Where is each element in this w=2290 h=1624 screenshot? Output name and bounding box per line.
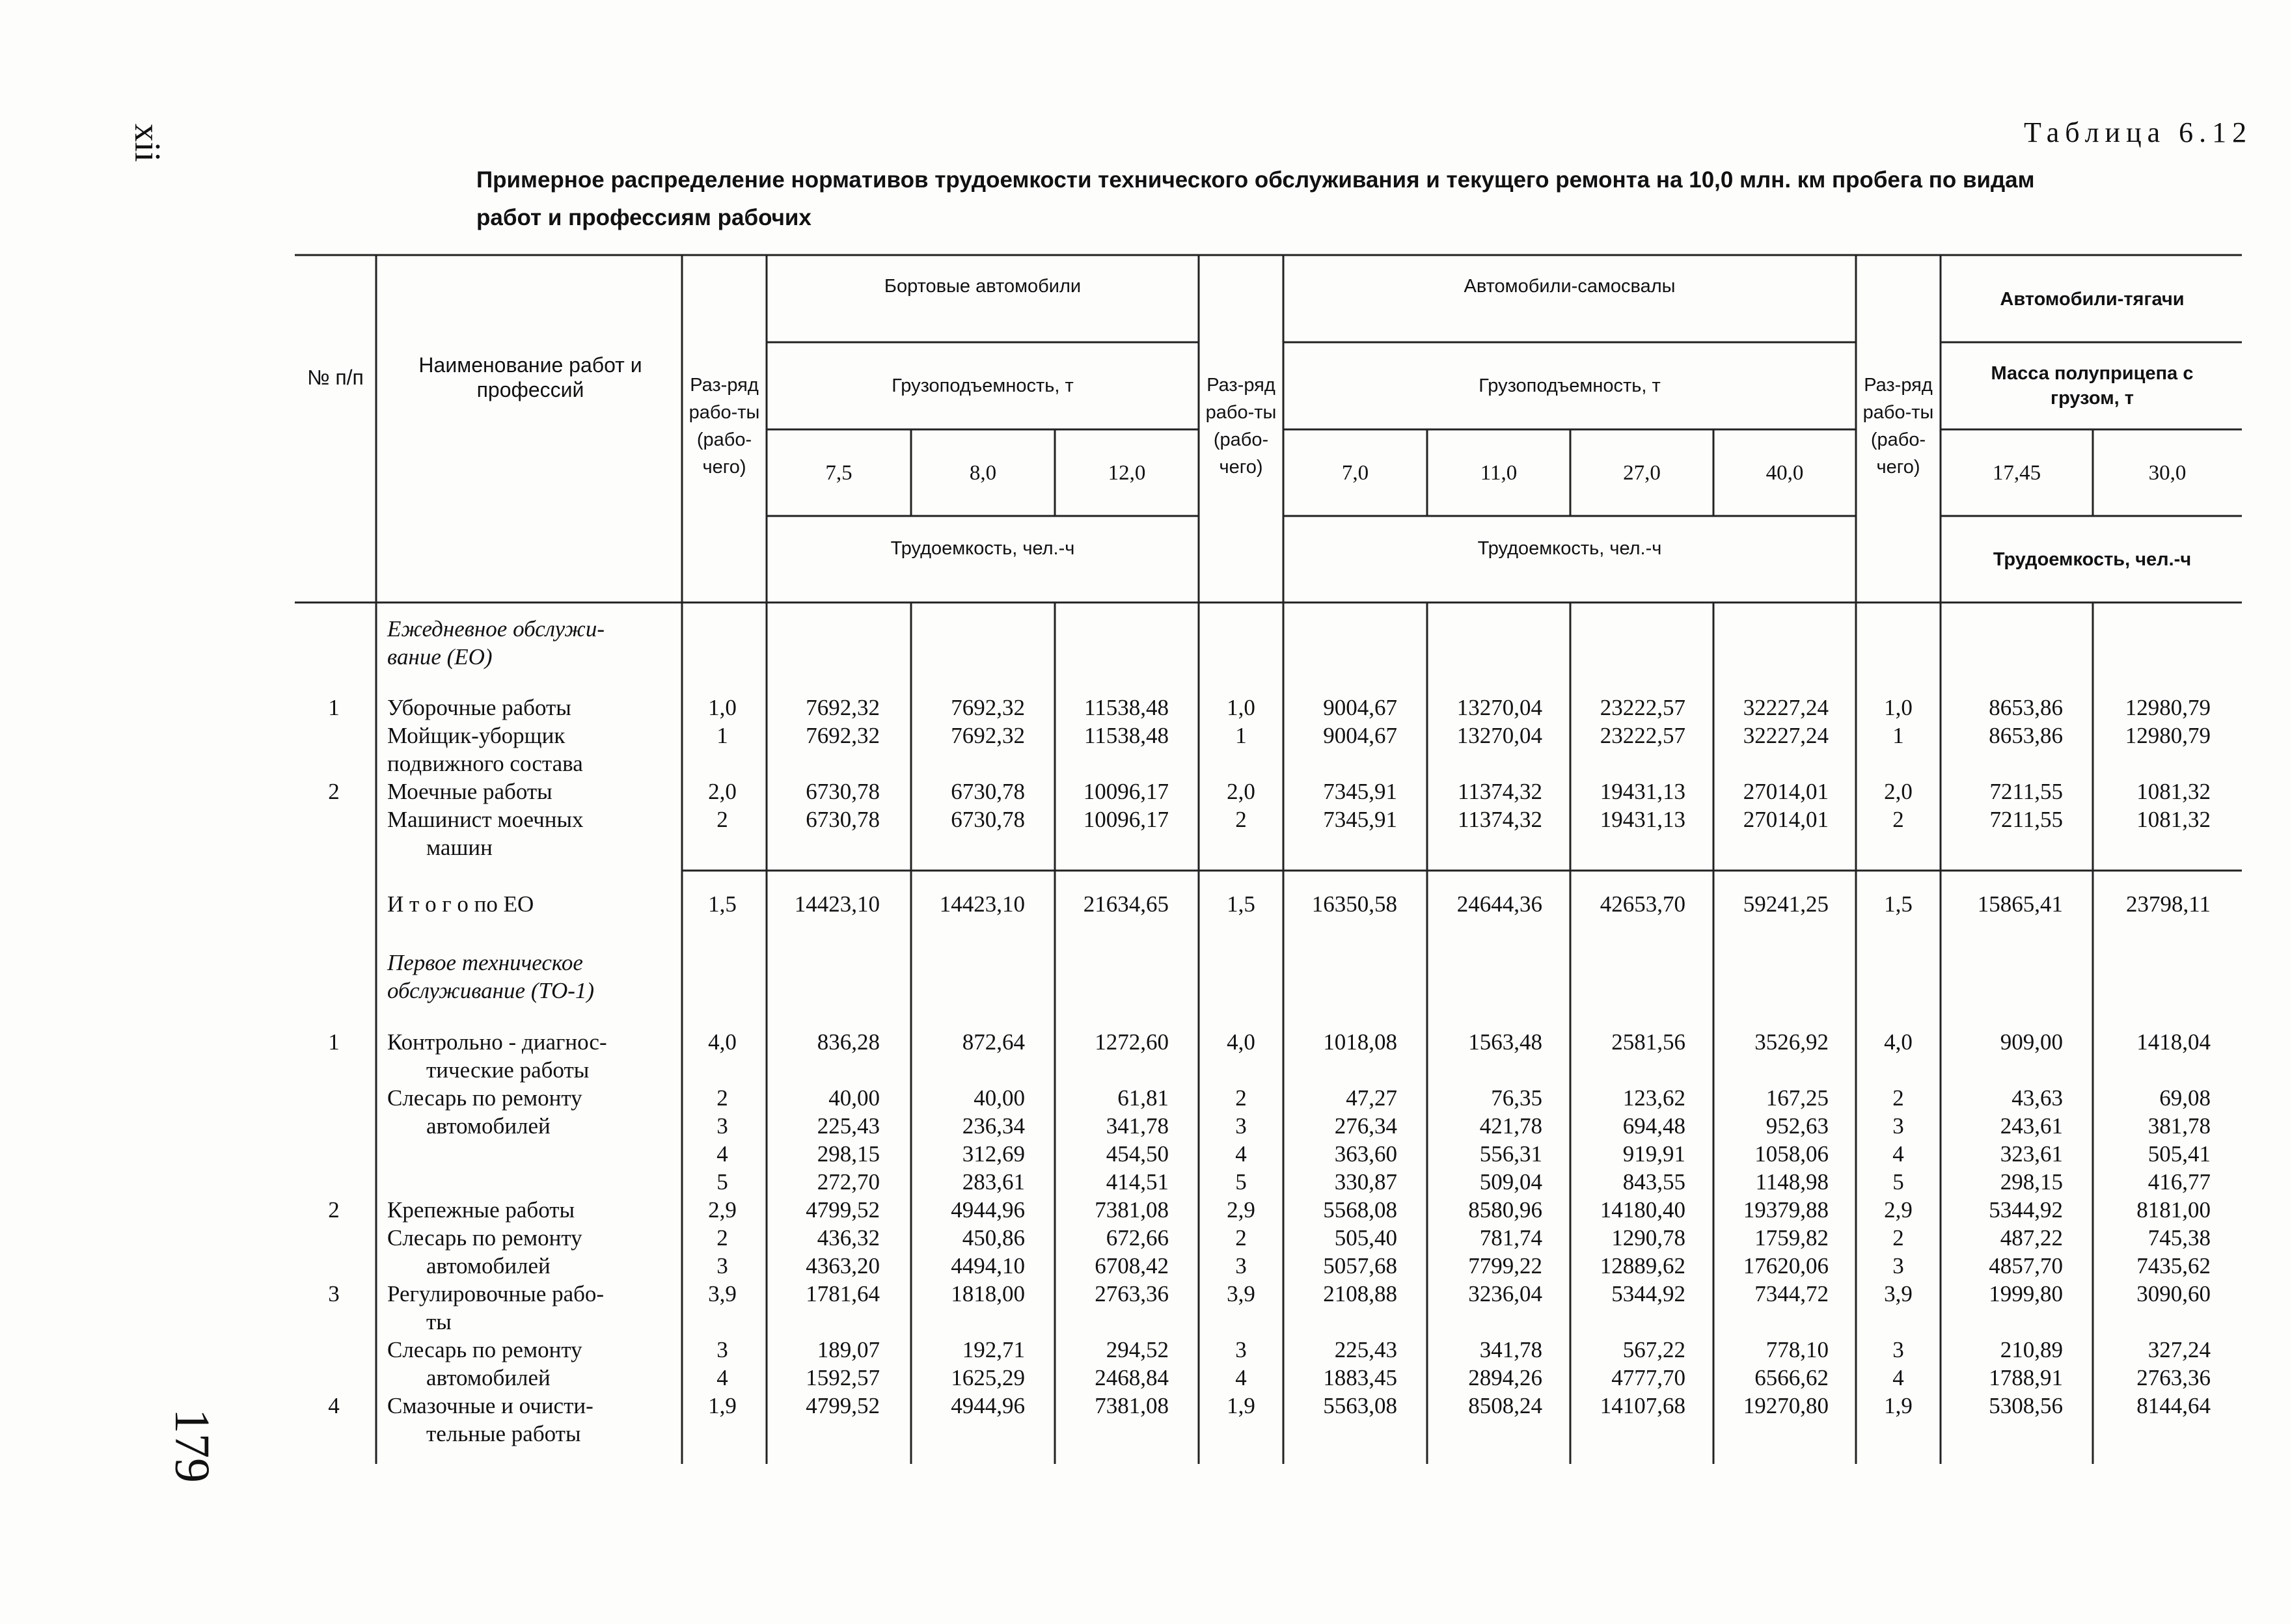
value-dump: 32227,24 — [1743, 695, 1829, 720]
rank-dump: 3 — [1235, 1113, 1247, 1139]
value-dump: 11374,32 — [1458, 779, 1542, 804]
row-number: 2 — [328, 779, 340, 804]
header-rank-3: Раз-ряд рабо-ты (рабо-чего) — [1862, 375, 1934, 478]
value-dump: 24644,36 — [1456, 891, 1542, 917]
work-name: ты — [426, 1309, 452, 1334]
value-dump: 1563,48 — [1468, 1029, 1542, 1055]
value-dump: 1883,45 — [1323, 1365, 1397, 1390]
value-tractor: 416,77 — [2147, 1169, 2211, 1195]
value-flatbed: 272,70 — [817, 1169, 880, 1195]
value-tractor: 745,38 — [2147, 1225, 2211, 1251]
rank-flatbed: 1,9 — [708, 1393, 737, 1418]
value-tractor: 5344,92 — [1989, 1197, 2063, 1223]
value-tractor: 1999,80 — [1989, 1281, 2063, 1306]
rank-flatbed: 4 — [716, 1141, 728, 1167]
labor-2: Трудоемкость, чел.-ч — [1477, 538, 1662, 559]
rank-flatbed: 2,9 — [708, 1197, 737, 1223]
value-flatbed: 61,81 — [1117, 1085, 1169, 1111]
work-name: Машинист моечных — [387, 807, 584, 832]
work-name: Ежедневное обслужи- — [387, 616, 605, 642]
value-flatbed: 341,78 — [1106, 1113, 1169, 1139]
capacity-1: Грузоподъемность, т — [892, 375, 1074, 396]
value-tractor: 7211,55 — [1989, 779, 2063, 804]
value-tractor: 243,61 — [2000, 1113, 2063, 1139]
value-flatbed: 7381,08 — [1095, 1393, 1169, 1418]
value-dump: 14180,40 — [1600, 1197, 1685, 1223]
value-flatbed: 4799,52 — [806, 1197, 880, 1223]
rank-flatbed: 3 — [716, 1337, 728, 1362]
value-dump: 167,25 — [1765, 1085, 1829, 1111]
rank-dump: 1,0 — [1227, 695, 1255, 720]
row-number: 3 — [328, 1281, 340, 1306]
table-title: Примерное распределение нормативов трудоемкости технического обслуживания и текущего ремонта на 10,0 млн. км пробега по видам работ и профессиям рабочих — [476, 167, 2035, 230]
row-number: 1 — [328, 1029, 340, 1055]
value-flatbed: 7692,32 — [806, 695, 880, 720]
value-flatbed: 236,34 — [962, 1113, 1025, 1139]
value-tractor: 8144,64 — [2136, 1393, 2211, 1418]
value-dump: 1148,98 — [1755, 1169, 1829, 1195]
value-flatbed: 872,64 — [962, 1029, 1025, 1055]
rank-tractor: 1,0 — [1884, 695, 1913, 720]
value-flatbed: 1592,57 — [806, 1365, 880, 1390]
value-dump: 5057,68 — [1323, 1253, 1397, 1279]
value-flatbed: 1781,64 — [806, 1281, 880, 1306]
value-dump: 778,10 — [1765, 1337, 1829, 1362]
value-flatbed: 192,71 — [962, 1337, 1025, 1362]
rank-flatbed: 1,0 — [708, 695, 737, 720]
value-dump: 19270,80 — [1743, 1393, 1829, 1418]
rank-tractor: 4,0 — [1884, 1029, 1913, 1055]
value-dump: 19431,13 — [1600, 807, 1685, 832]
col-30-0: 30,0 — [2148, 461, 2187, 485]
value-tractor: 7211,55 — [1989, 807, 2063, 832]
rank-tractor: 1,5 — [1884, 891, 1913, 917]
value-tractor: 7435,62 — [2136, 1253, 2211, 1279]
value-dump: 1290,78 — [1611, 1225, 1685, 1251]
rank-dump: 1,5 — [1227, 891, 1255, 917]
value-flatbed: 7692,32 — [951, 723, 1025, 748]
work-name: обслуживание (ТО-1) — [387, 978, 595, 1003]
value-flatbed: 836,28 — [817, 1029, 880, 1055]
rank-flatbed: 1,5 — [708, 891, 737, 917]
rank-dump: 4 — [1235, 1365, 1247, 1390]
value-flatbed: 454,50 — [1106, 1141, 1169, 1167]
row-number: 4 — [328, 1393, 340, 1418]
rank-tractor: 2 — [1892, 1085, 1904, 1111]
value-flatbed: 7692,32 — [806, 723, 880, 748]
value-dump: 2108,88 — [1323, 1281, 1397, 1306]
value-tractor: 909,00 — [2000, 1029, 2063, 1055]
value-tractor: 8653,86 — [1989, 723, 2063, 748]
col-8-0: 8,0 — [969, 461, 997, 485]
value-flatbed: 298,15 — [817, 1141, 880, 1167]
rank-flatbed: 2 — [716, 807, 728, 832]
rank-tractor: 2 — [1892, 1225, 1904, 1251]
value-dump: 76,35 — [1491, 1085, 1542, 1111]
value-dump: 12889,62 — [1600, 1253, 1685, 1279]
value-tractor: 8181,00 — [2136, 1197, 2211, 1223]
value-tractor: 298,15 — [2000, 1169, 2063, 1195]
work-name: вание (ЕО) — [387, 644, 493, 670]
value-dump: 694,48 — [1622, 1113, 1685, 1139]
value-flatbed: 6730,78 — [806, 779, 880, 804]
work-name: Первое техническое — [387, 950, 583, 975]
col-40-0: 40,0 — [1765, 461, 1804, 485]
value-dump: 225,43 — [1334, 1337, 1397, 1362]
rank-dump: 2 — [1235, 1085, 1247, 1111]
value-dump: 363,60 — [1334, 1141, 1397, 1167]
value-tractor: 505,41 — [2147, 1141, 2211, 1167]
rank-tractor: 1 — [1892, 723, 1904, 748]
value-flatbed: 189,07 — [817, 1337, 880, 1362]
value-flatbed: 7381,08 — [1095, 1197, 1169, 1223]
rank-flatbed: 5 — [716, 1169, 728, 1195]
col-17-45: 17,45 — [1992, 461, 2041, 485]
value-flatbed: 283,61 — [962, 1169, 1025, 1195]
value-flatbed: 10096,17 — [1083, 779, 1169, 804]
rank-tractor: 3,9 — [1884, 1281, 1913, 1306]
value-dump: 27014,01 — [1743, 779, 1829, 804]
value-tractor: 3090,60 — [2136, 1281, 2211, 1306]
value-flatbed: 1625,29 — [951, 1365, 1025, 1390]
value-flatbed: 4799,52 — [806, 1393, 880, 1418]
value-dump: 509,04 — [1479, 1169, 1542, 1195]
work-name: автомобилей — [426, 1365, 551, 1390]
rank-tractor: 3 — [1892, 1253, 1904, 1279]
value-dump: 47,27 — [1346, 1085, 1397, 1111]
value-flatbed: 6730,78 — [806, 807, 880, 832]
value-tractor: 12980,79 — [2125, 723, 2211, 748]
rank-tractor: 3 — [1892, 1337, 1904, 1362]
value-tractor: 4857,70 — [1989, 1253, 2063, 1279]
table-number: Таблица 6.12 — [2024, 116, 2253, 148]
value-flatbed: 14423,10 — [794, 891, 880, 917]
work-name: машин — [426, 835, 493, 860]
work-name: автомобилей — [426, 1113, 551, 1139]
value-flatbed: 2468,84 — [1095, 1365, 1169, 1390]
labor-3: Трудоемкость, чел.-ч — [1993, 548, 2192, 570]
rank-dump: 4,0 — [1227, 1029, 1255, 1055]
value-dump: 9004,67 — [1323, 723, 1397, 748]
value-dump: 1018,08 — [1323, 1029, 1397, 1055]
value-flatbed: 4944,96 — [951, 1197, 1025, 1223]
value-dump: 781,74 — [1479, 1225, 1542, 1251]
rank-dump: 3 — [1235, 1337, 1247, 1362]
value-dump: 7799,22 — [1468, 1253, 1542, 1279]
rank-flatbed: 3 — [716, 1113, 728, 1139]
col-27-0: 27,0 — [1623, 461, 1661, 485]
rank-dump: 2 — [1235, 807, 1247, 832]
value-tractor: 1081,32 — [2136, 807, 2211, 832]
value-tractor: 1418,04 — [2136, 1029, 2211, 1055]
value-tractor: 8653,86 — [1989, 695, 2063, 720]
value-dump: 1058,06 — [1754, 1141, 1829, 1167]
value-flatbed: 10096,17 — [1083, 807, 1169, 832]
value-dump: 2581,56 — [1611, 1029, 1685, 1055]
margin-top-mark: xii — [127, 124, 167, 163]
rank-dump: 1 — [1235, 723, 1247, 748]
value-flatbed: 312,69 — [962, 1141, 1025, 1167]
value-flatbed: 436,32 — [817, 1225, 880, 1251]
value-tractor: 210,89 — [2000, 1337, 2063, 1362]
rank-flatbed: 3,9 — [708, 1281, 737, 1306]
value-dump: 13270,04 — [1456, 723, 1542, 748]
value-flatbed: 40,00 — [974, 1085, 1025, 1111]
value-flatbed: 4363,20 — [806, 1253, 880, 1279]
value-tractor: 327,24 — [2147, 1337, 2211, 1362]
value-dump: 16350,58 — [1311, 891, 1397, 917]
value-flatbed: 4494,10 — [951, 1253, 1025, 1279]
value-tractor: 43,63 — [2011, 1085, 2063, 1111]
trailer-mass: Масса полуприцепа с грузом, т — [1991, 363, 2194, 409]
rank-dump: 3,9 — [1227, 1281, 1255, 1306]
value-dump: 341,78 — [1479, 1337, 1542, 1362]
value-dump: 14107,68 — [1600, 1393, 1685, 1418]
value-dump: 1759,82 — [1754, 1225, 1829, 1251]
value-flatbed: 1818,00 — [951, 1281, 1025, 1306]
group-dump: Автомобили-самосвалы — [1464, 276, 1676, 297]
value-dump: 19379,88 — [1743, 1197, 1829, 1223]
work-name: Крепежные работы — [387, 1197, 575, 1223]
rank-dump: 2 — [1235, 1225, 1247, 1251]
value-flatbed: 6730,78 — [951, 807, 1025, 832]
rank-flatbed: 2 — [716, 1085, 728, 1111]
header-rank-2: Раз-ряд рабо-ты (рабо-чего) — [1205, 375, 1277, 478]
work-name: Моечные работы — [387, 779, 552, 804]
value-dump: 6566,62 — [1754, 1365, 1829, 1390]
value-tractor: 1081,32 — [2136, 779, 2211, 804]
value-dump: 3236,04 — [1468, 1281, 1542, 1306]
value-flatbed: 11538,48 — [1084, 723, 1169, 748]
labor-1: Трудоемкость, чел.-ч — [890, 538, 1075, 559]
value-dump: 4777,70 — [1611, 1365, 1685, 1390]
value-dump: 276,34 — [1334, 1113, 1397, 1139]
rank-dump: 4 — [1235, 1141, 1247, 1167]
rank-flatbed: 1 — [716, 723, 728, 748]
value-flatbed: 11538,48 — [1084, 695, 1169, 720]
value-tractor: 12980,79 — [2125, 695, 2211, 720]
value-dump: 5344,92 — [1611, 1281, 1685, 1306]
value-dump: 7344,72 — [1754, 1281, 1829, 1306]
rank-tractor: 4 — [1892, 1365, 1904, 1390]
value-dump: 123,62 — [1622, 1085, 1685, 1111]
row-number: 2 — [328, 1197, 340, 1223]
work-name: Мойщик-уборщик — [387, 723, 566, 748]
value-flatbed: 450,86 — [962, 1225, 1025, 1251]
value-flatbed: 7692,32 — [951, 695, 1025, 720]
value-dump: 17620,06 — [1743, 1253, 1829, 1279]
rank-tractor: 4 — [1892, 1141, 1904, 1167]
group-flatbed: Бортовые автомобили — [884, 276, 1082, 297]
value-dump: 32227,24 — [1743, 723, 1829, 748]
col-11-0: 11,0 — [1480, 461, 1518, 485]
value-dump: 7345,91 — [1323, 779, 1397, 804]
value-flatbed: 672,66 — [1106, 1225, 1169, 1251]
rank-flatbed: 4,0 — [708, 1029, 737, 1055]
rank-tractor: 2,9 — [1884, 1197, 1913, 1223]
value-tractor: 15865,41 — [1977, 891, 2063, 917]
value-dump: 919,91 — [1622, 1141, 1685, 1167]
value-flatbed: 1272,60 — [1095, 1029, 1169, 1055]
rank-tractor: 1,9 — [1884, 1393, 1913, 1418]
value-dump: 8508,24 — [1468, 1393, 1542, 1418]
group-tractor: Автомобили-тягачи — [2000, 289, 2185, 310]
rank-dump: 5 — [1235, 1169, 1247, 1195]
rank-dump: 2,0 — [1227, 779, 1255, 804]
capacity-2: Грузоподъемность, т — [1479, 375, 1661, 396]
header-name: Наименование работ и профессий — [418, 353, 642, 401]
value-dump: 567,22 — [1622, 1337, 1685, 1362]
value-dump: 2894,26 — [1468, 1365, 1542, 1390]
value-dump: 5563,08 — [1323, 1393, 1397, 1418]
value-dump: 23222,57 — [1600, 695, 1685, 720]
value-dump: 5568,08 — [1323, 1197, 1397, 1223]
value-tractor: 23798,11 — [2126, 891, 2211, 917]
value-tractor: 1788,91 — [1989, 1365, 2063, 1390]
value-flatbed: 6730,78 — [951, 779, 1025, 804]
value-dump: 8580,96 — [1468, 1197, 1542, 1223]
rank-dump: 2,9 — [1227, 1197, 1255, 1223]
value-dump: 19431,13 — [1600, 779, 1685, 804]
rank-dump: 3 — [1235, 1253, 1247, 1279]
value-dump: 59241,25 — [1743, 891, 1829, 917]
work-name: Смазочные и очисти- — [387, 1393, 593, 1418]
rank-tractor: 5 — [1892, 1169, 1904, 1195]
value-dump: 23222,57 — [1600, 723, 1685, 748]
value-dump: 421,78 — [1479, 1113, 1542, 1139]
value-tractor: 5308,56 — [1989, 1393, 2063, 1418]
value-dump: 3526,92 — [1754, 1029, 1829, 1055]
value-dump: 7345,91 — [1323, 807, 1397, 832]
value-dump: 505,40 — [1334, 1225, 1397, 1251]
work-name: Контрольно - диагнос- — [387, 1029, 607, 1055]
value-flatbed: 414,51 — [1106, 1169, 1169, 1195]
rank-flatbed: 2 — [716, 1225, 728, 1251]
value-dump: 952,63 — [1765, 1113, 1829, 1139]
row-number: 1 — [328, 695, 340, 720]
work-name: И т о г о по ЕО — [387, 891, 534, 917]
value-dump: 330,87 — [1334, 1169, 1397, 1195]
col-12-0: 12,0 — [1108, 461, 1146, 485]
work-name: тические работы — [426, 1057, 590, 1083]
value-flatbed: 294,52 — [1106, 1337, 1169, 1362]
value-dump: 11374,32 — [1458, 807, 1542, 832]
work-name: тельные работы — [426, 1421, 581, 1446]
value-flatbed: 225,43 — [817, 1113, 880, 1139]
work-name: Слесарь по ремонту — [387, 1225, 582, 1251]
header-num: № п/п — [307, 366, 364, 389]
work-name: Слесарь по ремонту — [387, 1337, 582, 1362]
work-name: подвижного состава — [387, 751, 583, 776]
value-flatbed: 14423,10 — [939, 891, 1025, 917]
value-dump: 556,31 — [1479, 1141, 1542, 1167]
value-flatbed: 21634,65 — [1083, 891, 1169, 917]
value-dump: 27014,01 — [1743, 807, 1829, 832]
value-tractor: 381,78 — [2147, 1113, 2211, 1139]
value-flatbed: 4944,96 — [951, 1393, 1025, 1418]
value-dump: 13270,04 — [1456, 695, 1542, 720]
value-tractor: 487,22 — [2000, 1225, 2063, 1251]
value-flatbed: 6708,42 — [1095, 1253, 1169, 1279]
work-name: Уборочные работы — [387, 695, 571, 720]
work-name: Регулировочные рабо- — [387, 1281, 605, 1306]
col-7-0: 7,0 — [1341, 461, 1369, 485]
rank-dump: 1,9 — [1227, 1393, 1255, 1418]
value-tractor: 2763,36 — [2136, 1365, 2211, 1390]
value-tractor: 69,08 — [2159, 1085, 2211, 1111]
value-dump: 843,55 — [1622, 1169, 1685, 1195]
rank-flatbed: 4 — [716, 1365, 728, 1390]
page-number: 179 — [165, 1409, 219, 1483]
header-rank-1: Раз-ряд рабо-ты (рабо-чего) — [688, 375, 760, 478]
rank-tractor: 2 — [1892, 807, 1904, 832]
work-name: Слесарь по ремонту — [387, 1085, 582, 1111]
value-tractor: 323,61 — [2000, 1141, 2063, 1167]
col-7-5: 7,5 — [825, 461, 852, 485]
value-flatbed: 2763,36 — [1095, 1281, 1169, 1306]
rank-flatbed: 3 — [716, 1253, 728, 1279]
rank-flatbed: 2,0 — [708, 779, 737, 804]
rank-tractor: 2,0 — [1884, 779, 1913, 804]
value-dump: 42653,70 — [1600, 891, 1685, 917]
rank-tractor: 3 — [1892, 1113, 1904, 1139]
value-dump: 9004,67 — [1323, 695, 1397, 720]
work-name: автомобилей — [426, 1253, 551, 1279]
value-flatbed: 40,00 — [828, 1085, 880, 1111]
